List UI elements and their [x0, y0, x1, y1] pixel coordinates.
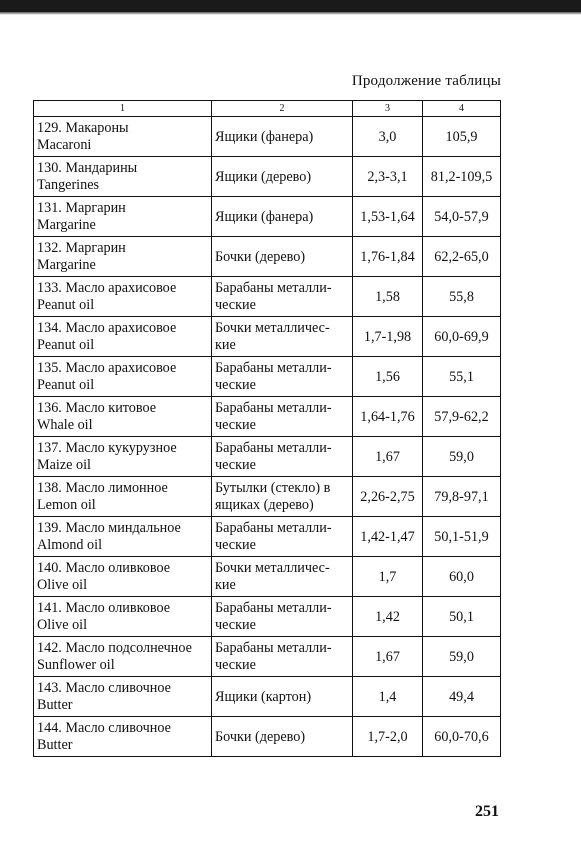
product-cell: [34, 357, 212, 397]
column-3-value: 1,76-1,84: [353, 237, 423, 277]
product-name-ru: 131. Маргарин: [37, 200, 126, 216]
scan-top-edge-shadow: [0, 12, 581, 15]
table-row: [34, 277, 501, 317]
product-name-en: Almond oil: [37, 537, 103, 553]
packaging-cell: Бочки (дерево): [212, 237, 353, 277]
column-4-value: 55,8: [423, 277, 501, 317]
product-cell: [34, 717, 212, 757]
product-name-ru: 138. Масло лимонное: [37, 480, 168, 496]
packaging-cell: Барабаны металли- ческие: [212, 597, 353, 637]
product-cell: [34, 437, 212, 477]
table-row: [34, 597, 501, 637]
table-row: [34, 677, 501, 717]
column-header: 1: [34, 101, 212, 117]
column-4-value: 60,0: [423, 557, 501, 597]
column-number-row: [34, 101, 501, 117]
product-cell: [34, 117, 212, 157]
product-cell: [34, 677, 212, 717]
product-name-ru: 129. Макароны: [37, 120, 129, 136]
table-body: [34, 117, 501, 757]
product-name-en: Margarine: [37, 257, 96, 273]
product-cell: [34, 477, 212, 517]
column-header: 3: [353, 101, 423, 117]
product-name-en: Sunflower oil: [37, 657, 115, 673]
column-4-value: 57,9-62,2: [423, 397, 501, 437]
column-3-value: 1,67: [353, 637, 423, 677]
product-cell: [34, 637, 212, 677]
column-header: 2: [212, 101, 353, 117]
table-row: [34, 717, 501, 757]
product-cell: [34, 397, 212, 437]
column-4-value: 59,0: [423, 437, 501, 477]
packaging-cell: Барабаны металли- ческие: [212, 637, 353, 677]
table-row: [34, 637, 501, 677]
packaging-cell: Бочки металличес- кие: [212, 317, 353, 357]
column-4-value: 59,0: [423, 637, 501, 677]
column-4-value: 54,0-57,9: [423, 197, 501, 237]
cargo-table: [33, 100, 501, 757]
table-row: [34, 557, 501, 597]
column-4-value: 60,0-70,6: [423, 717, 501, 757]
product-name-en: Macaroni: [37, 137, 92, 153]
table-row: [34, 397, 501, 437]
packaging-cell: Барабаны металли- ческие: [212, 437, 353, 477]
product-name-ru: 140. Масло оливковое: [37, 560, 171, 576]
product-cell: [34, 597, 212, 637]
column-3-value: 1,42: [353, 597, 423, 637]
column-4-value: 62,2-65,0: [423, 237, 501, 277]
packaging-cell: Ящики (фанера): [212, 197, 353, 237]
packaging-cell: Бутылки (стекло) в ящиках (дерево): [212, 477, 353, 517]
column-3-value: 1,4: [353, 677, 423, 717]
product-name-ru: 134. Масло арахисовое: [37, 320, 177, 336]
column-3-value: 1,67: [353, 437, 423, 477]
product-name-en: Olive oil: [37, 577, 88, 593]
table-row: [34, 517, 501, 557]
packaging-cell: Барабаны металли- ческие: [212, 397, 353, 437]
column-3-value: 3,0: [353, 117, 423, 157]
product-name-ru: 137. Масло кукурузное: [37, 440, 177, 456]
product-cell: [34, 197, 212, 237]
column-4-value: 81,2-109,5: [423, 157, 501, 197]
product-name-en: Whale oil: [37, 417, 93, 433]
column-header: 4: [423, 101, 501, 117]
column-3-value: 1,7-1,98: [353, 317, 423, 357]
column-3-value: 2,26-2,75: [353, 477, 423, 517]
column-3-value: 1,7: [353, 557, 423, 597]
product-name-en: Margarine: [37, 217, 96, 233]
product-name-en: Maize oil: [37, 457, 91, 473]
product-cell: [34, 317, 212, 357]
product-cell: [34, 517, 212, 557]
product-name-ru: 142. Масло подсолнечное: [37, 640, 192, 656]
table-row: [34, 237, 501, 277]
product-name-ru: 141. Масло оливковое: [37, 600, 171, 616]
packaging-cell: Барабаны металли- ческие: [212, 357, 353, 397]
packaging-cell: Ящики (картон): [212, 677, 353, 717]
product-name-en: Peanut oil: [37, 337, 95, 353]
product-name-ru: 130. Мандарины: [37, 160, 138, 176]
product-name-ru: 133. Масло арахисовое: [37, 280, 177, 296]
column-3-value: 1,42-1,47: [353, 517, 423, 557]
product-name-ru: 132. Маргарин: [37, 240, 126, 256]
table-row: [34, 357, 501, 397]
table-row: [34, 197, 501, 237]
product-name-ru: 136. Масло китовое: [37, 400, 157, 416]
product-name-en: Butter: [37, 737, 73, 753]
column-3-value: 1,53-1,64: [353, 197, 423, 237]
product-name-en: Peanut oil: [37, 377, 95, 393]
column-3-value: 1,56: [353, 357, 423, 397]
product-cell: [34, 157, 212, 197]
packaging-cell: Ящики (фанера): [212, 117, 353, 157]
column-3-value: 2,3-3,1: [353, 157, 423, 197]
page-number: 251: [475, 803, 499, 820]
product-cell: [34, 277, 212, 317]
product-name-en: Tangerines: [37, 177, 100, 193]
column-4-value: 50,1-51,9: [423, 517, 501, 557]
product-name-en: Olive oil: [37, 617, 88, 633]
product-name-en: Lemon oil: [37, 497, 96, 513]
column-3-value: 1,7-2,0: [353, 717, 423, 757]
scan-top-edge: [0, 0, 581, 12]
column-3-value: 1,58: [353, 277, 423, 317]
table-row: [34, 477, 501, 517]
column-4-value: 55,1: [423, 357, 501, 397]
column-4-value: 50,1: [423, 597, 501, 637]
packaging-cell: Бочки металличес- кие: [212, 557, 353, 597]
product-name-ru: 135. Масло арахисовое: [37, 360, 177, 376]
product-name-en: Butter: [37, 697, 73, 713]
column-4-value: 79,8-97,1: [423, 477, 501, 517]
column-3-value: 1,64-1,76: [353, 397, 423, 437]
product-name-en: Peanut oil: [37, 297, 95, 313]
table-row: [34, 157, 501, 197]
product-name-ru: 139. Масло миндальное: [37, 520, 181, 536]
column-4-value: 49,4: [423, 677, 501, 717]
product-name-ru: 143. Масло сливочное: [37, 680, 171, 696]
table-row: [34, 437, 501, 477]
packaging-cell: Барабаны металли- ческие: [212, 517, 353, 557]
column-4-value: 105,9: [423, 117, 501, 157]
product-cell: [34, 237, 212, 277]
packaging-cell: Барабаны металли- ческие: [212, 277, 353, 317]
column-4-value: 60,0-69,9: [423, 317, 501, 357]
table-continuation-caption: Продолжение таблицы: [351, 73, 501, 89]
table-row: [34, 317, 501, 357]
packaging-cell: Ящики (дерево): [212, 157, 353, 197]
product-name-ru: 144. Масло сливочное: [37, 720, 171, 736]
product-cell: [34, 557, 212, 597]
packaging-cell: Бочки (дерево): [212, 717, 353, 757]
table-row: [34, 117, 501, 157]
